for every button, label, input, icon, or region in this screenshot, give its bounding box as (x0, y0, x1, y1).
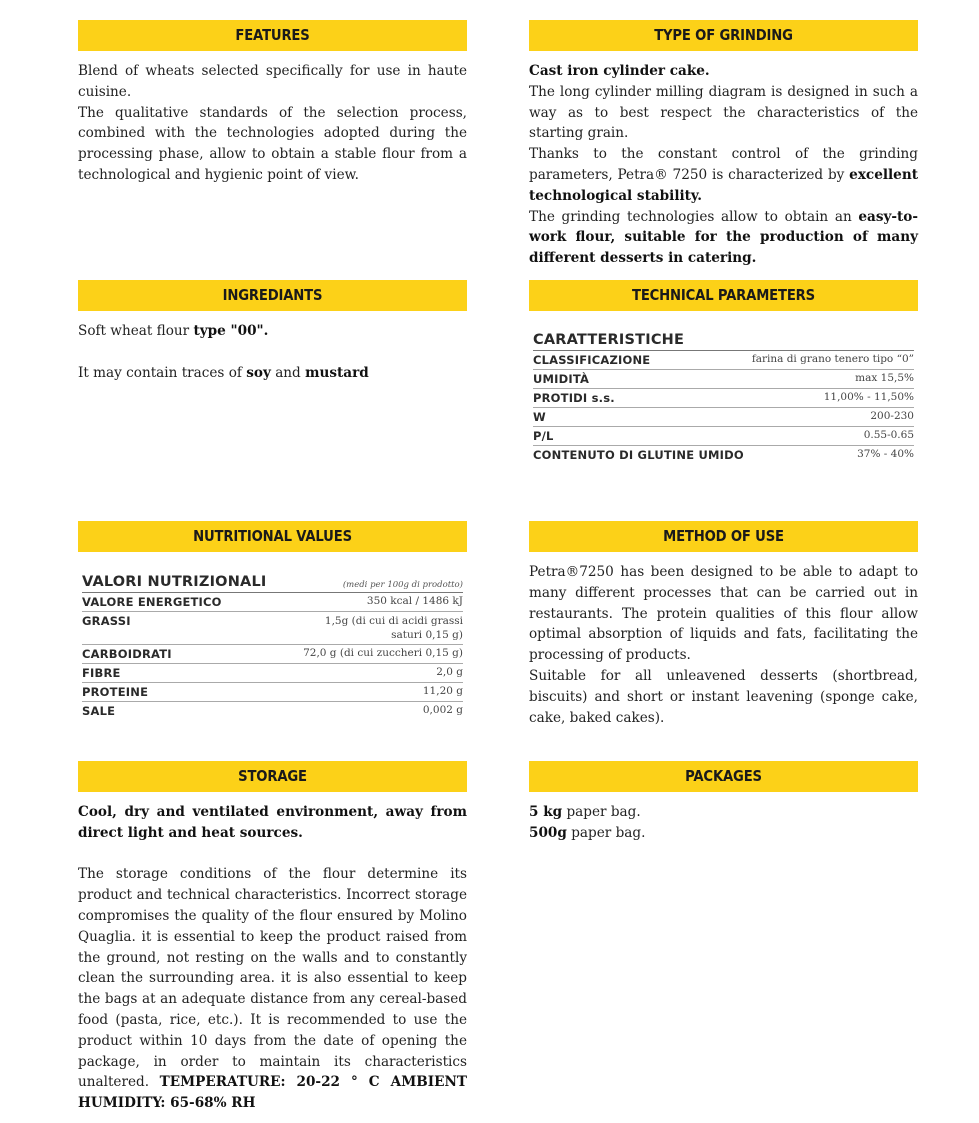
technical-row (533, 427, 914, 446)
nutrition-table (82, 574, 463, 720)
technical-row-value: farina di grano tenero tipo “0” (751, 353, 914, 365)
grinding-body (529, 61, 918, 269)
storage-title: STORAGE (101, 761, 443, 792)
technical-row-value: 11,00% - 11,50% (823, 391, 914, 403)
nutrition-row (82, 593, 463, 612)
nutrition-row-value: 350 kcal / 1486 kJ (366, 595, 463, 607)
storage-header (78, 761, 467, 792)
nutrition-row (82, 664, 463, 683)
method-header (529, 521, 918, 552)
ingredients-line: Soft wheat flour type "00". (78, 323, 269, 339)
technical-row (533, 370, 914, 389)
method-body (529, 562, 918, 728)
storage-conditions: TEMPERATURE: 20-22 ° C AMBIENT HUMIDITY: 65-68% RH (78, 1074, 467, 1112)
nutrition-title: NUTRITIONAL VALUES (101, 521, 443, 552)
nutrition-row-value: 2,0 g (436, 666, 463, 678)
packages-section (529, 761, 918, 844)
technical-row-value: 37% - 40% (857, 448, 914, 460)
technical-row-value: 0.55-0.65 (863, 429, 914, 441)
technical-row-label: CONTENUTO DI GLUTINE UMIDO (533, 448, 744, 462)
method-section (529, 521, 918, 728)
technical-row-label: P/L (533, 429, 554, 443)
technical-row-value: 200-230 (870, 410, 914, 422)
ingredients-section (78, 280, 467, 383)
method-paragraph: Petra®7250 has been designed to be able to adapt to many different processes that can be carried out in restaurants. The protein qualities of this flour allow optimal absorption of liquids and fats, facilitating the processing of products. (529, 564, 918, 664)
storage-body (78, 802, 467, 1114)
technical-row-label: PROTIDI s.s. (533, 391, 615, 405)
ingredients-header (78, 280, 467, 311)
technical-row (533, 446, 914, 464)
ingredients-body (78, 321, 467, 383)
grinding-header (529, 20, 918, 51)
storage-section (78, 761, 467, 1114)
features-body (78, 61, 467, 186)
package-item: 500g paper bag. (529, 824, 646, 841)
nutrition-row-label: SALE (82, 704, 116, 718)
method-paragraph: Suitable for all unleavened desserts (shortbread, biscuits) and short or instant leavening (sponge cake, cake, baked cakes). (529, 667, 918, 726)
nutrition-section (78, 521, 467, 720)
nutrition-row (82, 645, 463, 664)
technical-row-label: W (533, 410, 546, 424)
nutrition-row-label: GRASSI (82, 614, 131, 628)
technical-header (529, 280, 918, 311)
nutrition-row (82, 683, 463, 702)
nutrition-row-label: PROTEINE (82, 685, 149, 699)
nutrition-row-value: 0,002 g (422, 704, 463, 716)
features-section (78, 20, 467, 186)
grinding-title: TYPE OF GRINDING (552, 20, 894, 51)
features-title: FEATURES (101, 20, 443, 51)
technical-row-value: max 15,5% (855, 372, 914, 384)
grinding-section (529, 20, 918, 269)
storage-lead: Cool, dry and ventilated environment, away from direct light and heat sources. (78, 804, 467, 841)
ingredients-title: INGREDIANTS (101, 280, 443, 311)
technical-title: TECHNICAL PARAMETERS (552, 280, 894, 311)
grinding-paragraph: The long cylinder milling diagram is designed in such a way as to best respect the characteristics of the starting grain. (529, 83, 918, 142)
nutrition-header (78, 521, 467, 552)
technical-row (533, 408, 914, 427)
nutrition-row-value: 1,5g (di cui di acidi grassi saturi 0,15 g) (324, 615, 463, 641)
nutrition-row-label: FIBRE (82, 666, 121, 680)
nutrition-table-header (82, 574, 463, 593)
storage-paragraph: The storage conditions of the flour determine its product and technical characteristics. Incorrect storage compromises the quality of the flour ensured by Molino Quaglia. it is essential to keep the product raised from the ground, not resting on the walls and to constantly clean the surrounding area. it is also essential to keep the bags at an adequate distance from any cereal-based food (pasta, rice, etc.). It is recommended to use the product within 10 days from the date of opening the package, in order to maintain its characteristics unaltered. TEMPERATURE: 20-22 ° C AMBIENT HUMIDITY: 65-68% RH (78, 866, 467, 1112)
packages-body (529, 802, 918, 844)
nutrition-table-title: VALORI NUTRIZIONALI (82, 574, 267, 590)
grinding-paragraph: The grinding technologies allow to obtain an easy-to-work flour, suitable for the production of many different desserts in catering. (529, 208, 918, 267)
technical-row-label: UMIDITÀ (533, 372, 590, 386)
grinding-lead: Cast iron cylinder cake. (529, 63, 710, 79)
technical-table-title: CARATTERISTICHE (533, 332, 914, 351)
method-title: METHOD OF USE (552, 521, 894, 552)
features-paragraph: Blend of wheats selected specifically for use in haute cuisine. (78, 63, 467, 100)
technical-table (533, 332, 914, 464)
grinding-paragraph: Thanks to the constant control of the grinding parameters, Petra® 7250 is characterized by excellent technological stability. (529, 146, 918, 204)
nutrition-table-note: (medi per 100g di prodotto) (342, 580, 463, 590)
features-header (78, 20, 467, 51)
packages-header (529, 761, 918, 792)
nutrition-row (82, 612, 463, 645)
packages-title: PACKAGES (552, 761, 894, 792)
technical-row (533, 389, 914, 408)
package-item: 5 kg paper bag. (529, 804, 641, 820)
features-paragraph: The qualitative standards of the selection process, combined with the technologies adopted during the processing phase, allow to obtain a stable flour from a technological and hygienic point of view. (78, 104, 467, 183)
technical-row-label: CLASSIFICAZIONE (533, 353, 651, 367)
nutrition-row-label: VALORE ENERGETICO (82, 595, 222, 609)
allergens-line: It may contain traces of soy and mustard (78, 364, 369, 381)
nutrition-row-value: 72,0 g (di cui zuccheri 0,15 g) (303, 647, 463, 659)
nutrition-row-value: 11,20 g (422, 685, 463, 697)
technical-section (529, 280, 918, 464)
nutrition-row (82, 702, 463, 720)
technical-row (533, 351, 914, 370)
nutrition-row-label: CARBOIDRATI (82, 647, 172, 661)
